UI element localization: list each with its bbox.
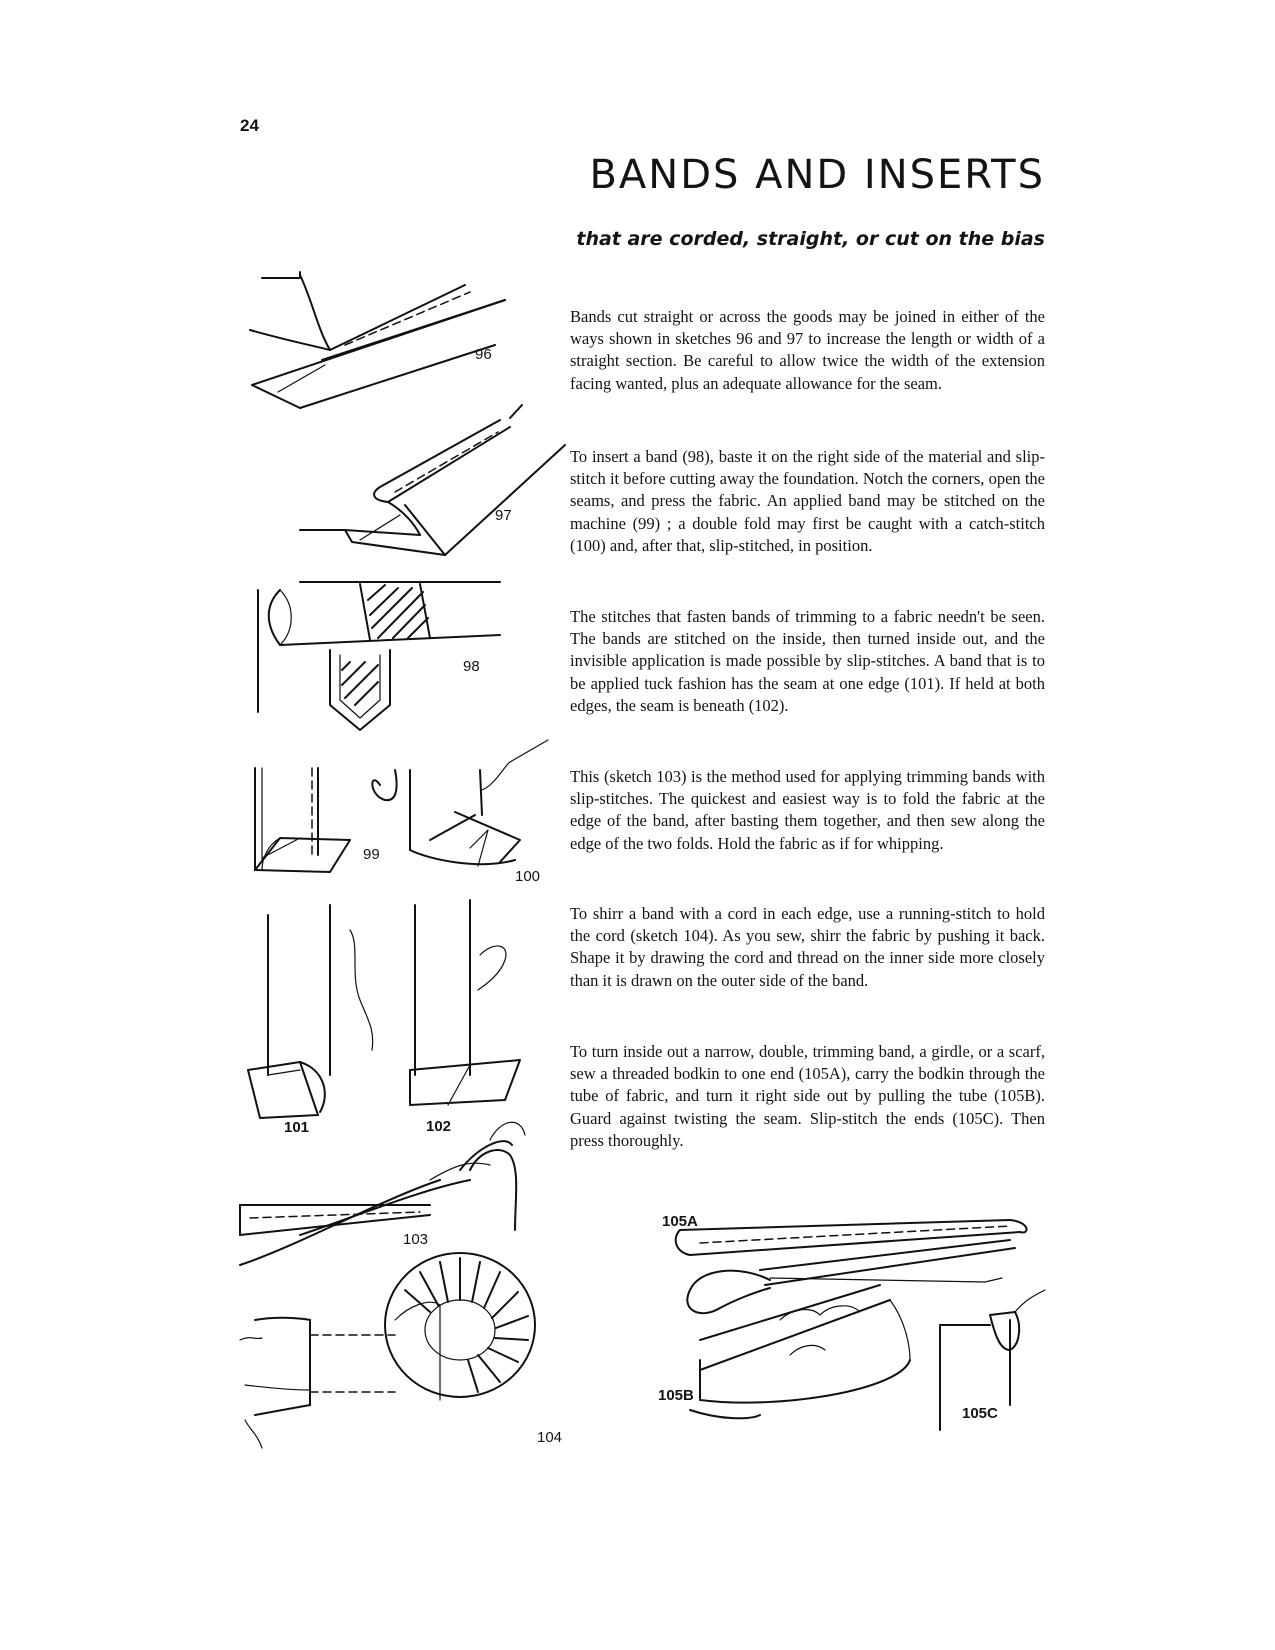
paragraph-slip-stitch-method: This (sketch 103) is the method used for applying trimming bands with slip-stitches. The quickest and easiest way is to fold the fabric at the edge of the band, after basting them together, and then sew along the edge of the two folds. Hold the fabric as if for whipping.: [570, 767, 1045, 853]
figure-label-102: 102: [426, 1118, 452, 1135]
sketch-104-drawing: [240, 1253, 535, 1448]
paragraph-joining-bands: Bands cut straight or across the goods may be joined in either of the ways shown in sketches 96 and 97 to increase the length or width of a straight section. Be careful to allow twice the width of the extension facing wanted, plus an adequate allowance for the seam.: [570, 307, 1045, 393]
page-subtitle: that are corded, straight, or cut on the bias: [576, 228, 1045, 250]
page-number: 24: [240, 116, 259, 135]
sketch-98-drawing: [258, 582, 500, 730]
sketch-105b-drawing: [690, 1285, 910, 1418]
figure-label-97: 97: [495, 507, 512, 524]
figure-label-104: 104: [537, 1429, 563, 1446]
page-title: BANDS AND INSERTS: [589, 152, 1045, 198]
figure-label-101: 101: [284, 1119, 310, 1136]
sketch-96-drawing: [250, 272, 505, 408]
figure-label-103: 103: [403, 1231, 429, 1248]
paragraph-inserting-band: To insert a band (98), baste it on the right side of the material and slip-stitch it before cutting away the foundation. Notch the corners, open the seams, and press the fabric. An applied band may be stitched on the machine (99) ; a double fold may first be caught with a catch-stitch (100) and, after that, slip-stitched, in position.: [570, 447, 1045, 555]
sketch-103-drawing: [240, 1122, 525, 1265]
figure-label-98: 98: [463, 658, 480, 675]
paragraph-turning-band: To turn inside out a narrow, double, trimming band, a girdle, or a scarf, sew a threaded bodkin to one end (105A), carry the bodkin through the tube of fabric, and turn it right side out by pulling the tube (105B). Guard against twisting the seam. Slip-stitch the ends (105C). Then press thoroughly.: [570, 1042, 1045, 1150]
sketch-100-drawing: [372, 740, 548, 866]
figure-label-105a: 105A: [662, 1213, 698, 1230]
figure-label-96: 96: [475, 346, 492, 363]
sketch-99-drawing: [255, 768, 350, 872]
figure-label-105c: 105C: [962, 1405, 998, 1422]
sketch-97-drawing: [300, 405, 565, 555]
figure-label-99: 99: [363, 846, 380, 863]
figure-label-105b: 105B: [658, 1387, 694, 1404]
figure-label-100: 100: [515, 868, 541, 885]
paragraph-shirred-band: To shirr a band with a cord in each edge, use a running-stitch to hold the cord (sketch 104). As you sew, shirr the fabric by pushing it back. Shape it by drawing the cord and thread on the inner side more closely than it is drawn on the outer side of the band.: [570, 904, 1045, 990]
paragraph-invisible-application: The stitches that fasten bands of trimming to a fabric needn't be seen. The bands are stitched on the inside, then turned inside out, and the invisible application is made possible by slip-stitches. A band that is to be applied tuck fashion has the seam at one edge (101). If held at both edges, the seam is beneath (102).: [570, 607, 1045, 715]
sketch-101-drawing: [248, 905, 373, 1118]
sketch-105a-drawing: [676, 1220, 1027, 1313]
sketch-102-drawing: [410, 900, 520, 1105]
